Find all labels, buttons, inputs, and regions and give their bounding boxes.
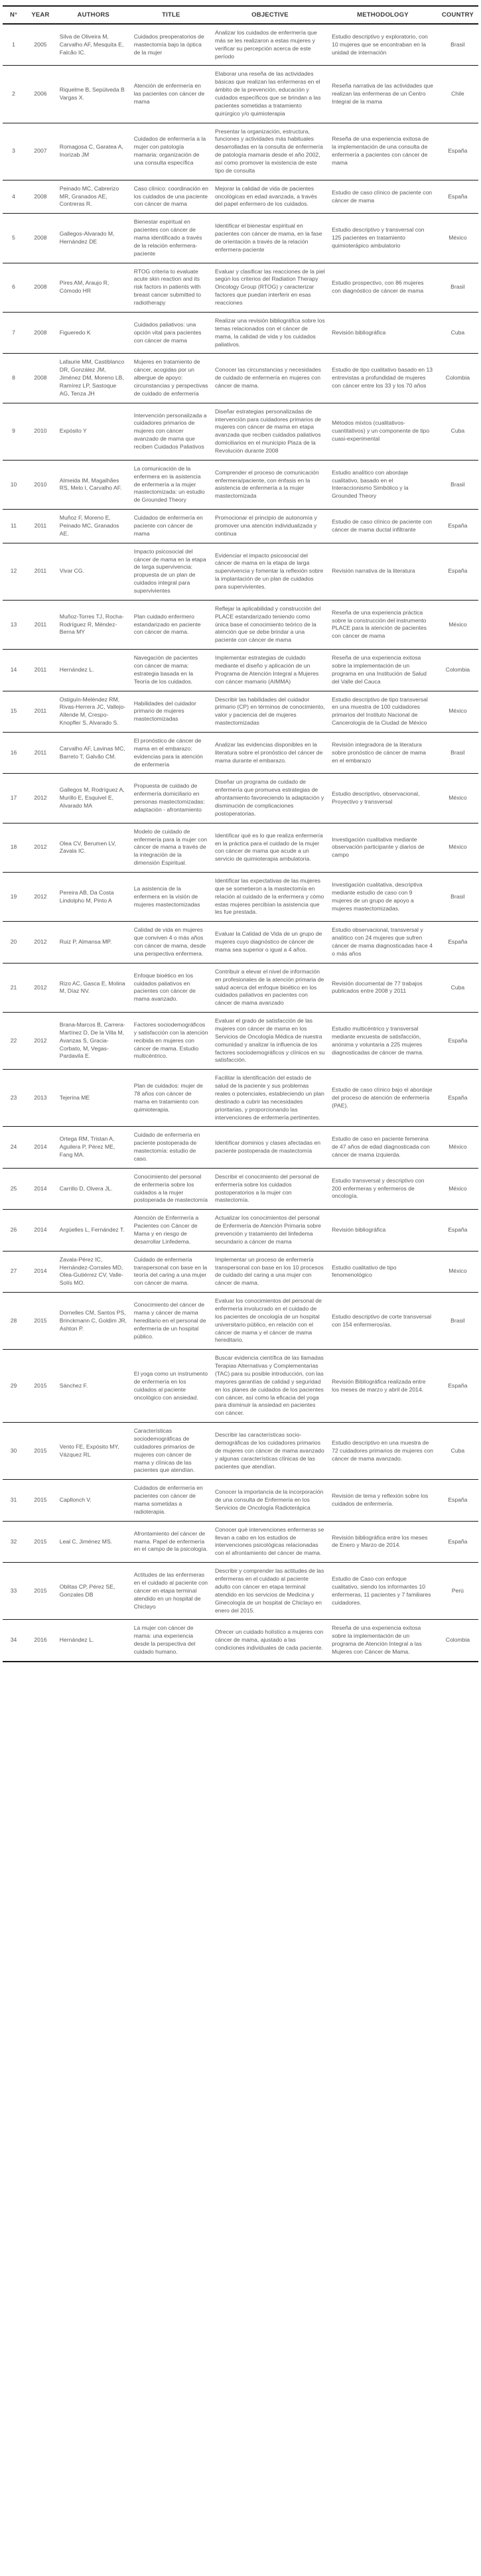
cell-year: 2016	[34, 1636, 47, 1644]
cell-n: 9	[3, 403, 25, 460]
cell-methodology: Revisión bibliográfica entre los meses de Enero y Marzo de 2014.	[328, 1521, 437, 1562]
cell-title: Cuidados de enfermería en pacientes con cáncer de mama sometidas a radioterapia.	[131, 1480, 212, 1521]
cell-year: 2015	[25, 1423, 56, 1480]
cell-methodology: Reseña de una experiencia exitosa sobre la implementación de un programa en una Institución de Salud del Valle del Cauca	[328, 650, 437, 691]
cell-methodology: Estudio de caso clínico de paciente con cáncer de mama	[328, 180, 437, 214]
cell-year: 2006	[25, 66, 56, 123]
table-header	[3, 6, 478, 24]
cell-year: 2010	[25, 460, 56, 509]
cell-title: Intervención personalizada a cuidadores primarios de mujeres con cáncer avanzado de mama que reciben Cuidados Paliativos	[131, 403, 212, 460]
cell-objective: Evaluar el grado de satisfacción de las mujeres con cáncer de mama en los Servicios de Oncología Médica de nuestra comunidad y analizar la influencia de los factores sociodemográficos y clínicos en su satisfacción.	[212, 1013, 328, 1070]
cell-objective: Identificar qué es lo que realiza enfermería en la práctica para el cuidado de la mujer con cáncer de mama que acude a un servicio de quimioterapia ambulatoria.	[212, 823, 328, 872]
cell-objective: Conocer la importancia de la incorporación de una consulta de Enfermería en los Servicios de Oncología Radioterápica	[212, 1480, 328, 1521]
cell-objective: Ofrecer un cuidado holístico a mujeres con cáncer de mama, ajustado a las condiciones individuales de cada paciente.	[214, 1628, 324, 1651]
cell-country: España	[437, 1070, 478, 1127]
table-row	[3, 963, 478, 1012]
cell-year: 2010	[25, 403, 56, 460]
cell-country: Colombia	[445, 1636, 470, 1644]
table-row	[3, 1210, 478, 1251]
cell-methodology: Estudio descriptivo en una muestra de 72 cuidadores primarios de mujeres con cáncer de mama avanzado.	[328, 1423, 437, 1480]
cell-objective: Facilitar la identificación del estado de salud de la paciente y sus problemas reales o potenciales, estableciendo un plan destinado a cubrir las necesidades prioritarias, y proporcionando las intervenciones de enfermería pertinentes.	[212, 1070, 328, 1127]
cell-n: 5	[3, 214, 25, 263]
cell-objective: Conocer las circunstancias y necesidades de cuidado de enfermería en mujeres con cáncer de mama.	[212, 354, 328, 403]
table-row	[3, 600, 478, 649]
cell-n: 11	[3, 510, 25, 543]
cell-country: México	[437, 600, 478, 649]
cell-country: Chile	[437, 66, 478, 123]
cell-authors: Riquelme B, Sepúlveda B Vargas X.	[56, 66, 131, 123]
table-row	[3, 1251, 478, 1292]
studies-table-body	[3, 24, 478, 1662]
cell-year: 2008	[25, 263, 56, 312]
cell-authors: Olea CV, Berumen LV, Zavala IC.	[56, 823, 131, 872]
cell-title: Cuidados preoperatorios de mastectomía bajo la óptica de la mujer	[131, 24, 212, 66]
cell-authors: Hernández L.	[56, 650, 131, 691]
cell-country: España	[437, 123, 478, 180]
cell-year: 2011	[25, 691, 56, 732]
cell-methodology: Estudio transversal y descriptivo con 200 enfermeras y enfermeros de oncología.	[328, 1168, 437, 1209]
cell-authors: Vento FE, Expósito MY, Vázquez RL	[56, 1423, 131, 1480]
cell-objective: Analizar los cuidados de enfermería que más se les realizaron a estas mujeres y verificar su percepción acerca de este período	[212, 24, 328, 66]
cell-n: 12	[3, 543, 25, 600]
cell-country: España	[437, 1521, 478, 1562]
cell-n: 19	[3, 873, 25, 922]
cell-country: Brasil	[437, 460, 478, 509]
cell-title: Plan de cuidados: mujer de 78 años con cáncer de mama en tratamiento con quimioterapia.	[131, 1070, 212, 1127]
table-row	[3, 403, 478, 460]
cell-n: 33	[3, 1563, 25, 1620]
cell-authors: Hernández L.	[59, 1636, 94, 1644]
cell-title: Modelo de cuidado de enfermería para la mujer con cáncer de mama a través de la integración de la dimensión Espiritual.	[131, 823, 212, 872]
cell-title: Factores sociodemográficos y satisfacción con la atención recibida en mujeres con cáncer de mama. Estudio multicéntrico.	[131, 1013, 212, 1070]
cell-n: 15	[3, 691, 25, 732]
cell-country: México	[437, 691, 478, 732]
cell-objective: Evaluar la Calidad de Vida de un grupo de mujeres cuyo diagnóstico de cáncer de mama sea superior o igual a 4 años.	[212, 922, 328, 963]
cell-authors: Capllonch V.	[56, 1480, 131, 1521]
cell-year: 2008	[25, 354, 56, 403]
table-row	[3, 354, 478, 403]
cell-methodology: Estudio descriptivo y exploratorio, con 10 mujeres que se encontraban en la unidad de internación	[328, 24, 437, 66]
table-row	[3, 1013, 478, 1070]
cell-methodology: Estudio observacional, transversal y analítico con 24 mujeres que sufren cáncer de mama diagnosticadas hace 4 o más años	[328, 922, 437, 963]
column-header-n: N°	[3, 6, 25, 24]
cell-methodology: Revisión de tema y reflexión sobre los cuidados de enfermería.	[328, 1480, 437, 1521]
cell-title: Cuidado de enfermería en paciente postoperada de mastectomía: estudio de caso.	[131, 1127, 212, 1168]
table-row	[3, 774, 478, 823]
cell-objective: Evidenciar el impacto psicosocial del cáncer de mama en la etapa de larga supervivencia y fomentar la reflexión sobre la implantación de un plan de cuidados para supervivientes.	[212, 543, 328, 600]
cell-year: 2011	[25, 543, 56, 600]
cell-authors: Leal C, Jiménez MS.	[56, 1521, 131, 1562]
cell-year: 2011	[25, 733, 56, 774]
cell-objective: Describir las características socio-demográficas de los cuidadores primarios de mujeres con cáncer de mama avanzado y algunas características clínicas de las pacientes que atendían.	[212, 1423, 328, 1480]
cell-objective: Conocer qué intervenciones enfermeras se llevan a cabo en los estudios de intervenciones psicológicas relacionadas con el afrontamiento del cáncer de mama.	[212, 1521, 328, 1562]
cell-n: 13	[3, 600, 25, 649]
table-row	[3, 922, 478, 963]
cell-year: 2008	[25, 214, 56, 263]
cell-n: 30	[3, 1423, 25, 1480]
cell-authors: Ortega RM, Tristan A, Aguilera P, Pérez ME, Fang MA.	[56, 1127, 131, 1168]
table-row	[3, 312, 478, 353]
cell-objective: Reflejar la aplicabilidad y construcción del PLACE estandarizado teniendo como única base el conocimiento teórico de la atención que se debe brindar a una paciente con cáncer de mama	[212, 600, 328, 649]
cell-objective: Analizar las evidencias disponibles en la literatura sobre el pronóstico del cáncer de mama durante el embarazo.	[212, 733, 328, 774]
cell-country: Brasil	[437, 1293, 478, 1350]
cell-year: 2012	[25, 873, 56, 922]
cell-authors: Oblitas CP, Pérez SE, Gonzales DB	[56, 1563, 131, 1620]
cell-title: Bienestar espiritual en pacientes con cáncer de mama identificado a través de la relación enfermera-paciente	[131, 214, 212, 263]
cell-n: 28	[3, 1293, 25, 1350]
cell-title: Actitudes de las enfermeras en el cuidado al paciente con cáncer en etapa terminal atendido en un hospital de Chiclayo	[131, 1563, 212, 1620]
cell-authors: Peinado MC, Cabrerizo MR, Granados AE, Contreras R.	[56, 180, 131, 214]
cell-country: Cuba	[437, 963, 478, 1012]
cell-year: 2015	[25, 1293, 56, 1350]
cell-objective: Evaluar y clasificar las reacciones de la piel según los criterios del Radiation Therapy Oncology Group (RTOG) y caracterizar factores que puedan interferir en esas reacciones	[212, 263, 328, 312]
table-row	[3, 1070, 478, 1127]
cell-n: 18	[3, 823, 25, 872]
column-header-country: COUNTRY	[437, 6, 478, 24]
cell-country: México	[437, 823, 478, 872]
cell-authors: Gallegos M, Rodríguez A, Murillo E, Esquivel E, Alvarado MA	[56, 774, 131, 823]
table-row	[3, 123, 478, 180]
cell-methodology: Estudio cualitativo de tipo fenomenológico	[328, 1251, 437, 1292]
cell-n: 2	[3, 66, 25, 123]
cell-country: Brasil	[437, 873, 478, 922]
cell-objective: Identificar el bienestar espiritual en pacientes con cáncer de mama, en la fase de orientación a través de la relación enfermera-paciente	[212, 214, 328, 263]
cell-objective: Mejorar la calidad de vida de pacientes oncológicas en edad avanzada, a través del papel enfermero de los cuidados.	[212, 180, 328, 214]
cell-country: España	[437, 543, 478, 600]
cell-methodology: Estudio de Caso con enfoque cualitativo, siendo los informantes 10 enfermeras, 11 pacientes y 7 familiares cuidadores.	[328, 1563, 437, 1620]
cell-title: Atención de Enfermería a Pacientes con Cáncer de Mama y en riesgo de desarrollar Linfedema.	[131, 1210, 212, 1251]
cell-year: 2007	[25, 123, 56, 180]
table-row	[3, 873, 478, 922]
table-row	[3, 823, 478, 872]
cell-title: Conocimiento del personal de enfermería sobre los cuidados a la mujer postoperada de mastectomía	[131, 1168, 212, 1209]
table-row	[3, 1168, 478, 1209]
cell-methodology: Estudio multicéntrico y transversal mediante encuesta de satisfacción, anónima y voluntaria a 225 mujeres diagnosticadas de cáncer de mama.	[328, 1013, 437, 1070]
column-header-objective: OBJECTIVE	[212, 6, 328, 24]
table-row	[3, 691, 478, 732]
cell-n: 25	[3, 1168, 25, 1209]
cell-objective: Contribuir a elevar el nivel de información en profesionales de la atención primaria de salud acerca del enfoque bioético en los cuidados paliativos en pacientes con cáncer de mama avanzado	[212, 963, 328, 1012]
cell-country: México	[437, 774, 478, 823]
cell-methodology: Revisión documental de 77 trabajos publicados entre 2008 y 2011	[328, 963, 437, 1012]
cell-country: España	[437, 180, 478, 214]
cell-n: 16	[3, 733, 25, 774]
cell-country: Brasil	[437, 24, 478, 66]
cell-authors: Pires AM, Araujo R, Cómodo HR	[56, 263, 131, 312]
cell-year: 2011	[25, 510, 56, 543]
cell-objective: Identificar dominios y clases afectadas en paciente postoperada de mastectomía	[212, 1127, 328, 1168]
cell-n: 23	[3, 1070, 25, 1127]
cell-objective: Identificar las expectativas de las mujeres que se sometieron a la mastectomía en relación al cuidado de la enfermera y cómo estas mujeres percibían la asistencia que les fue prestada.	[212, 873, 328, 922]
cell-authors: Ostiguín-Meléndez RM, Rivas-Herrera JC, Vallejo-Allende M, Crespo-Knopfler S, Alvarado S.	[56, 691, 131, 732]
cell-country: España	[437, 1350, 478, 1423]
cell-objective: Evaluar los conocimientos del personal de enfermería involucrado en el cuidado de los pacientes de oncología de un hospital universitario público, en relación con el cáncer de mama y el cáncer de mama hereditario.	[212, 1293, 328, 1350]
table-row	[3, 543, 478, 600]
cell-year: 2012	[25, 963, 56, 1012]
cell-year: 2012	[25, 823, 56, 872]
cell-authors: Vivar CG.	[56, 543, 131, 600]
column-header-year: YEAR	[25, 6, 56, 24]
cell-methodology: Estudio de caso en paciente femenina de 47 años de edad diagnosticada con cáncer de mama izquierda.	[328, 1127, 437, 1168]
table-row	[3, 214, 478, 263]
table-row	[3, 1521, 478, 1562]
cell-year: 2015	[25, 1521, 56, 1562]
cell-year: 2005	[25, 24, 56, 66]
cell-methodology: Estudio descriptivo de corte transversal con 154 enfermeros/as.	[328, 1293, 437, 1350]
cell-authors: Figueredo K	[56, 312, 131, 353]
cell-year: 2011	[25, 650, 56, 691]
cell-year: 2008	[25, 180, 56, 214]
cell-title: Habilidades del cuidador primario de mujeres mastectomizadas	[131, 691, 212, 732]
cell-authors: Carrillo D, Olvera JL.	[56, 1168, 131, 1209]
cell-n: 29	[3, 1350, 25, 1423]
cell-methodology: Reseña de una experiencia exitosa de la implementación de una consulta de enfermería a pacientes con cáncer de mama	[328, 123, 437, 180]
cell-year: 2011	[25, 600, 56, 649]
cell-year: 2012	[25, 1013, 56, 1070]
cell-n: 22	[3, 1013, 25, 1070]
cell-n: 27	[3, 1251, 25, 1292]
cell-country: México	[437, 1127, 478, 1168]
cell-methodology: Reseña de una experiencia práctica sobre la construcción del instrumento PLACE para la atención de pacientes con cáncer de mama	[328, 600, 437, 649]
cell-authors: Muñoz-Torres TJ, Rocha-Rodríguez R, Méndez-Berna MY	[56, 600, 131, 649]
cell-objective: Implementar estrategias de cuidado mediante el diseño y aplicación de un Programa de Atención Integral a Mujeres con cáncer mamario (AIMMA)	[212, 650, 328, 691]
cell-title: Calidad de vida en mujeres que conviven 4 o más años con cáncer de mama, desde una perspectiva enfermera.	[131, 922, 212, 963]
cell-authors: Rizo AC, Gasca E, Molina M, Díaz NV.	[56, 963, 131, 1012]
cell-country: Brasil	[437, 733, 478, 774]
cell-methodology: Investigación cualitativa, descriptiva mediante estudio de caso con 9 mujeres de un grupo de apoyo a mujeres mastectomizadas.	[328, 873, 437, 922]
cell-title: Impacto psicosocial del cáncer de mama en la etapa de larga supervivencia: propuesta de un plan de cuidados integral para supervivientes	[131, 543, 212, 600]
cell-title: Plan cuidado enfermero estandarizado en paciente con cáncer de mama.	[131, 600, 212, 649]
cell-methodology: Investigación cualitativa mediante observación participante y diarios de campo	[328, 823, 437, 872]
cell-n: 6	[3, 263, 25, 312]
cell-year: 2013	[25, 1070, 56, 1127]
cell-title: Caso clínico: coordinación en los cuidados de una paciente con cáncer de mama	[131, 180, 212, 214]
cell-country: Cuba	[437, 312, 478, 353]
column-header-methodology: METHODOLOGY	[328, 6, 437, 24]
studies-review-table	[3, 5, 478, 1662]
table-row	[3, 1423, 478, 1480]
cell-objective: Promocionar el principio de autonomía y promover una atención individualizada y continua	[212, 510, 328, 543]
cell-year: 2012	[25, 922, 56, 963]
cell-title: El yoga como un instrumento de enfermería en los cuidados al paciente oncológico con ansiedad.	[131, 1350, 212, 1423]
table-row	[3, 733, 478, 774]
cell-n: 31	[3, 1480, 25, 1521]
cell-objective: Describir el conocimiento del personal de enfermería sobre los cuidados postoperatorios a la mujer con mastectomía.	[212, 1168, 328, 1209]
cell-title: Cuidados de enfermería a la mujer con patología mamaria: organización de una consulta específica	[131, 123, 212, 180]
cell-country: Perú	[437, 1563, 478, 1620]
cell-year: 2008	[25, 312, 56, 353]
cell-methodology: Estudio de caso clínico bajo el abordaje del proceso de atención de enfermería (PAE).	[328, 1070, 437, 1127]
cell-country: Colombia	[437, 650, 478, 691]
cell-year: 2015	[25, 1480, 56, 1521]
cell-title: La comunicación de la enfermera en la asistencia de enfermería a la mujer mastectomizada: un estudio de Grounded Theory	[131, 460, 212, 509]
cell-authors: Zavala-Pérez IC, Hernández-Corrales MD, Olea-Gutiérrez CV, Valle-Solís MO.	[56, 1251, 131, 1292]
cell-country: España	[437, 510, 478, 543]
cell-n: 4	[3, 180, 25, 214]
cell-country: México	[437, 1251, 478, 1292]
cell-country: México	[437, 1168, 478, 1209]
cell-methodology: Estudio prospectivo, con 86 mujeres con diagnóstico de cáncer de mama	[328, 263, 437, 312]
cell-n: 20	[3, 922, 25, 963]
cell-n: 26	[3, 1210, 25, 1251]
cell-year: 2015	[25, 1350, 56, 1423]
cell-n: 34	[10, 1636, 17, 1644]
cell-authors: Sánchez F.	[56, 1350, 131, 1423]
table-row	[3, 1563, 478, 1620]
cell-methodology: Revisión integradora de la literatura sobre pronóstico de cáncer de mama en el embarazo	[328, 733, 437, 774]
table-row	[3, 1480, 478, 1521]
cell-n: 10	[3, 460, 25, 509]
cell-objective: Diseñar estrategias personalizadas de intervención para cuidadores primarios de mujeres con cáncer de mama en etapa avanzada que reciben cuidados paliativos domiciliarios en el municipio Plaza de la Revolución durante 2008	[212, 403, 328, 460]
cell-n: 14	[3, 650, 25, 691]
cell-objective: Realizar una revisión bibliográfica sobre los temas relacionados con el cáncer de mama, la calidad de vida y los cuidados paliativos.	[212, 312, 328, 353]
cell-country: España	[437, 1480, 478, 1521]
cell-methodology: Reseña narrativa de las actividades que realizan las enfermeras de un Centro Integral de la mama	[328, 66, 437, 123]
cell-objective: Describir y comprender las actitudes de las enfermeras en el cuidado al paciente adulto con cáncer en etapa terminal atendido en los servicios de Medicina y Ginecología de un hospital de Chiclayo en enero del 2015.	[212, 1563, 328, 1620]
cell-n: 7	[3, 312, 25, 353]
table-row	[3, 1350, 478, 1423]
table-row	[3, 1620, 478, 1662]
table-row	[3, 1293, 478, 1350]
cell-title: La asistencia de la enfermera en la visión de mujeres mastectomizadas	[131, 873, 212, 922]
cell-authors: Gallegos-Alvarado M, Hernández DE	[56, 214, 131, 263]
cell-authors: Carvalho AF, Lavinas MC, Barreto T, Galvão CM.	[56, 733, 131, 774]
cell-authors: Expósito Y	[56, 403, 131, 460]
cell-title: Mujeres en tratamiento de cáncer, acogidas por un albergue de apoyo: circunstancias y perspectivas de cuidado de enfermería	[131, 354, 212, 403]
cell-methodology: Estudio analítico con abordaje cualitativo, basado en el Interaccionismo Simbólico y la Grounded Theory	[328, 460, 437, 509]
table-row	[3, 460, 478, 509]
cell-country: España	[437, 1013, 478, 1070]
cell-country: Colombia	[437, 354, 478, 403]
cell-authors: Lafaurie MM, Castiblanco DR, González JM, Jiménez DM, Moreno LB, Ramírez LP, Sastoque AG, Tenza JH	[56, 354, 131, 403]
cell-authors: Brana-Marcos B, Carrera-Martínez D, De la Villa M, Avanzas S, Gracia-Corbato, M, Vegas-Pardavila E.	[56, 1013, 131, 1070]
cell-methodology: Revisión narrativa de la literatura	[328, 543, 437, 600]
column-header-title: TITLE	[131, 6, 212, 24]
cell-title: Navegación de pacientes con cáncer de mama: estrategia basada en la Teoría de los cuidados.	[131, 650, 212, 691]
cell-year: 2014	[25, 1210, 56, 1251]
cell-methodology: Reseña de una experiencia exitosa sobre la implementación de un programa de Atención Integral a las Mujeres con Cáncer de Mama.	[332, 1624, 422, 1655]
cell-authors: Romagosa C, Garatea A, Inorizab JM	[56, 123, 131, 180]
cell-title: Propuesta de cuidado de enfermería domiciliario en personas mastectomizadas: adaptación - afrontamiento	[131, 774, 212, 823]
cell-title: Cuidado de enfermería transpersonal con base en la teoría del caring a una mujer con cáncer de mama.	[131, 1251, 212, 1292]
cell-country: España	[437, 1210, 478, 1251]
cell-title: El pronóstico de cáncer de mama en el embarazo: evidencias para la atención de enfermería	[131, 733, 212, 774]
cell-authors: Pereira AB, Da Costa Lindolpho M, Pinto A	[56, 873, 131, 922]
cell-title: Atención de enfermería en las pacientes con cáncer de mama	[131, 66, 212, 123]
cell-objective: Diseñar un programa de cuidado de enfermería que promueva estrategias de afrontamiento favoreciendo la adaptación y disminución de complicaciones postoperatorias.	[212, 774, 328, 823]
cell-title: Enfoque bioético en los cuidados paliativos en pacientes con cáncer de mama avanzado.	[131, 963, 212, 1012]
cell-objective: Presentar la organización, estructura, funciones y actividades más habituales desarrolladas en la consulta de enfermería de patología mamaria desde el año 2002, así como promover la existencia de este tipo de consulta	[212, 123, 328, 180]
cell-title: Características sociodemográficas de cuidadores primarios de mujeres con cáncer de mama y clínicas de las pacientes que atendían.	[131, 1423, 212, 1480]
cell-authors: Silva de Oliveira M, Carvalho AF, Mesquita E, Falcão IC.	[56, 24, 131, 66]
cell-country: Cuba	[437, 403, 478, 460]
cell-methodology: Estudio descriptivo, observacional, Proyectivo y transversal	[328, 774, 437, 823]
cell-objective: Implementar un proceso de enfermería transpersonal con base en los 10 procesos de cuidado del caring a una mujer con cáncer de mama.	[212, 1251, 328, 1292]
cell-authors: Tejerina ME	[56, 1070, 131, 1127]
cell-n: 8	[3, 354, 25, 403]
cell-authors: Muñoz F, Moreno E, Peinado MC, Granados AE.	[56, 510, 131, 543]
cell-n: 17	[3, 774, 25, 823]
cell-year: 2015	[25, 1563, 56, 1620]
table-row	[3, 24, 478, 66]
table-row	[3, 650, 478, 691]
cell-title: La mujer con cáncer de mama: una experiencia desde la perspectiva del cuidado humano.	[133, 1624, 196, 1655]
cell-country: España	[437, 922, 478, 963]
cell-n: 21	[3, 963, 25, 1012]
cell-title: Cuidados paliativos: una opción vital para pacientes con cáncer de mama	[131, 312, 212, 353]
table-row	[3, 66, 478, 123]
cell-objective: Elaborar una reseña de las actividades básicas que realizan las enfermeras en el ámbito de la prevención, educación y cuidados específicos que se brindan a las pacientes sometidas a tratamiento quirúrgico y/o quimioterapia	[212, 66, 328, 123]
cell-country: Brasil	[437, 263, 478, 312]
table-header-row	[3, 6, 478, 24]
cell-year: 2014	[25, 1251, 56, 1292]
cell-methodology: Estudio de caso clínico de paciente con cáncer de mama ductal infiltrante	[328, 510, 437, 543]
cell-methodology: Estudio descriptivo y transversal con 125 pacientes en tratamiento quimioterápico ambulatorio	[328, 214, 437, 263]
cell-title: Afrontamiento del cáncer de mama. Papel de enfermería en el campo de la psicología.	[131, 1521, 212, 1562]
cell-country: México	[437, 214, 478, 263]
cell-year: 2014	[25, 1168, 56, 1209]
cell-n: 3	[3, 123, 25, 180]
cell-title: RTOG criteria to evaluate acute skin reaction and its risk factors in patients with breast cancer submitted to radiotherapy	[131, 263, 212, 312]
cell-authors: Dornelles CM, Santos PS, Brinckmann C, Goldim JR, Ashton P.	[56, 1293, 131, 1350]
cell-methodology: Revisión Bibliográfica realizada entre los meses de marzo y abril de 2014.	[328, 1350, 437, 1423]
cell-title: Cuidados de enfermería en paciente con cáncer de mama	[131, 510, 212, 543]
cell-year: 2014	[25, 1127, 56, 1168]
cell-objective: Actualizar los conocimientos del personal de Enfermería de Atención Primaria sobre prevención y tratamiento del linfedema secundario a cáncer de mama	[212, 1210, 328, 1251]
cell-authors: Argüelles L, Fernández T.	[56, 1210, 131, 1251]
cell-objective: Buscar evidencia científica de las llamadas Terapias Alternativas y Complementarias (TAC) para su posible introducción, con las mayores garantías de calidad y seguridad en los planes de cuidados de los pacientes con cáncer, así como la eficacia del yoga para disminuir la ansiedad en pacientes con cáncer.	[212, 1350, 328, 1423]
cell-methodology: Estudio descriptivo de tipo transversal en una muestra de 100 cuidadores primarios del Instituto Nacional de Cancerología de la Ciudad de México	[328, 691, 437, 732]
cell-objective: Describir las habilidades del cuidador primario (CP) en términos de conocimiento, valor y paciencia del de mujeres mastectomizadas	[212, 691, 328, 732]
cell-methodology: Métodos mixtos (cualitativos-cuantitativos) y un componente de tipo cuasi-experimental	[328, 403, 437, 460]
table-row	[3, 1127, 478, 1168]
cell-authors: Almeida IM, Magalhães RS, Melo I, Carvalho AF.	[56, 460, 131, 509]
column-header-authors: AUTHORS	[56, 6, 131, 24]
table-row	[3, 180, 478, 214]
cell-n: 24	[3, 1127, 25, 1168]
cell-authors: Ruiz P, Almansa MP.	[56, 922, 131, 963]
cell-methodology: Revisión bibliográfica	[328, 1210, 437, 1251]
table-row	[3, 263, 478, 312]
cell-objective: Comprender el proceso de comunicación enfermera/paciente, con énfasis en la asistencia de enfermería a la mujer mastectomizada	[212, 460, 328, 509]
cell-title: Conocimiento del cáncer de mama y cáncer de mama hereditario en el personal de enfermería de un hospital público.	[131, 1293, 212, 1350]
cell-methodology: Estudio de tipo cualitativo basado en 13 entrevistas a profundidad de mujeres con cáncer entre los 33 y los 70 años	[328, 354, 437, 403]
cell-n: 32	[3, 1521, 25, 1562]
cell-methodology: Revisión bibliográfica	[328, 312, 437, 353]
cell-year: 2012	[25, 774, 56, 823]
table-row	[3, 510, 478, 543]
cell-country: Cuba	[437, 1423, 478, 1480]
cell-n: 1	[3, 24, 25, 66]
